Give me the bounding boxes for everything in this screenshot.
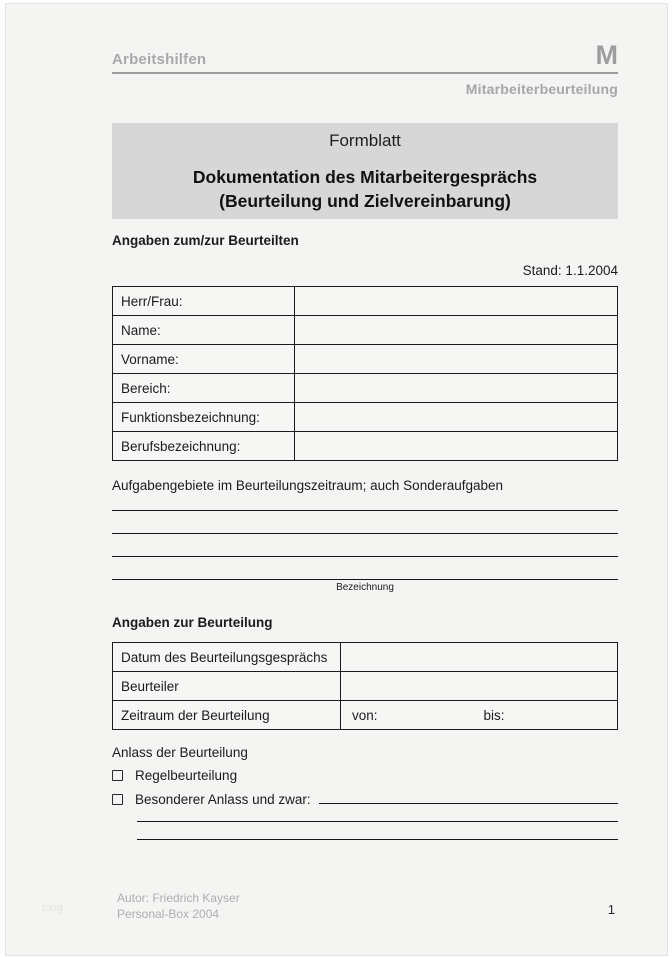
table-row [113,374,617,403]
aufgaben-write-line[interactable] [112,557,618,580]
field-label-datum: Datum des Beurteilungsgesprächs [113,643,341,671]
field-label-zeitraum: Zeitraum der Beurteilung [113,701,341,729]
watermark-text: blog [42,902,63,914]
von-label: von: [352,707,378,723]
table-row [113,287,617,316]
register-label: Mitarbeiterbeurteilung [465,81,618,97]
field-label-funktionsbezeichnung: Funktionsbezeichnung: [113,403,295,431]
table-row [113,403,617,432]
anlass-option-regelbeurteilung[interactable] [112,768,618,782]
product-title: Arbeitshilfen [112,51,207,68]
field-value-name[interactable] [295,316,617,344]
anlass-option-besonderer-anlass[interactable] [112,790,618,807]
footer-credits [117,890,240,922]
field-label-beurteiler: Beurteiler [113,672,341,700]
register-header [112,40,618,74]
stand-date: Stand: 1.1.2004 [522,263,618,278]
aufgaben-line-caption: Bezeichnung [336,582,394,593]
field-value-zeitraum[interactable] [341,701,617,729]
checkbox-regelbeurteilung[interactable] [112,770,123,781]
checkbox-label: Regelbeurteilung [135,768,238,783]
form-title-sub: (Beurteilung und Zielvereinbarung) [219,191,511,211]
table-row [113,316,617,345]
field-value-vorname[interactable] [295,345,617,373]
aufgaben-write-line[interactable] [112,493,618,511]
form-title-box [112,123,618,219]
footer-source-line: Personal-Box 2004 [117,907,220,921]
table-row [113,701,617,729]
field-value-bereich[interactable] [295,374,617,402]
field-value-herr-frau[interactable] [295,287,617,315]
section-heading-beurteilung: Angaben zur Beurteilung [112,615,273,630]
aufgaben-write-line[interactable] [112,534,618,557]
table-row [113,432,617,460]
table-row [113,345,617,374]
besonderer-anlass-write-line[interactable] [319,790,618,804]
field-label-name: Name: [113,316,295,344]
field-label-berufsbezeichnung: Berufsbezeichnung: [113,432,295,460]
field-value-berufsbezeichnung[interactable] [295,432,617,460]
field-label-bereich: Bereich: [113,374,295,402]
table-row [113,672,617,701]
checkbox-besonderer-anlass[interactable] [112,794,123,805]
field-value-beurteiler[interactable] [341,672,617,700]
footer-author-line: Autor: Friedrich Kayser [117,891,240,905]
aufgaben-heading: Aufgabengebiete im Beurteilungszeitraum; auch Sonderaufgaben [112,478,504,493]
field-value-funktionsbezeichnung[interactable] [295,403,617,431]
bis-label: bis: [483,707,505,723]
table-row [113,643,617,672]
checkbox-label: Besonderer Anlass und zwar: [135,792,311,807]
field-label-herr-frau: Herr/Frau: [113,287,295,315]
aufgaben-write-line[interactable] [112,511,618,534]
section-heading-beurteilter: Angaben zum/zur Beurteilten [112,233,299,248]
field-label-vorname: Vorname: [113,345,295,373]
form-title-kind: Formblatt [329,131,401,150]
register-letter: M [595,40,618,70]
page-number: 1 [607,902,615,917]
field-value-datum[interactable] [341,643,617,671]
form-page [5,3,668,956]
beurteilter-table [112,286,618,461]
form-title-main: Dokumentation des Mitarbeitergesprächs [192,167,538,187]
beurteilung-table [112,642,618,730]
anlass-write-line[interactable] [137,822,618,840]
anlass-heading: Anlass der Beurteilung [112,745,248,760]
